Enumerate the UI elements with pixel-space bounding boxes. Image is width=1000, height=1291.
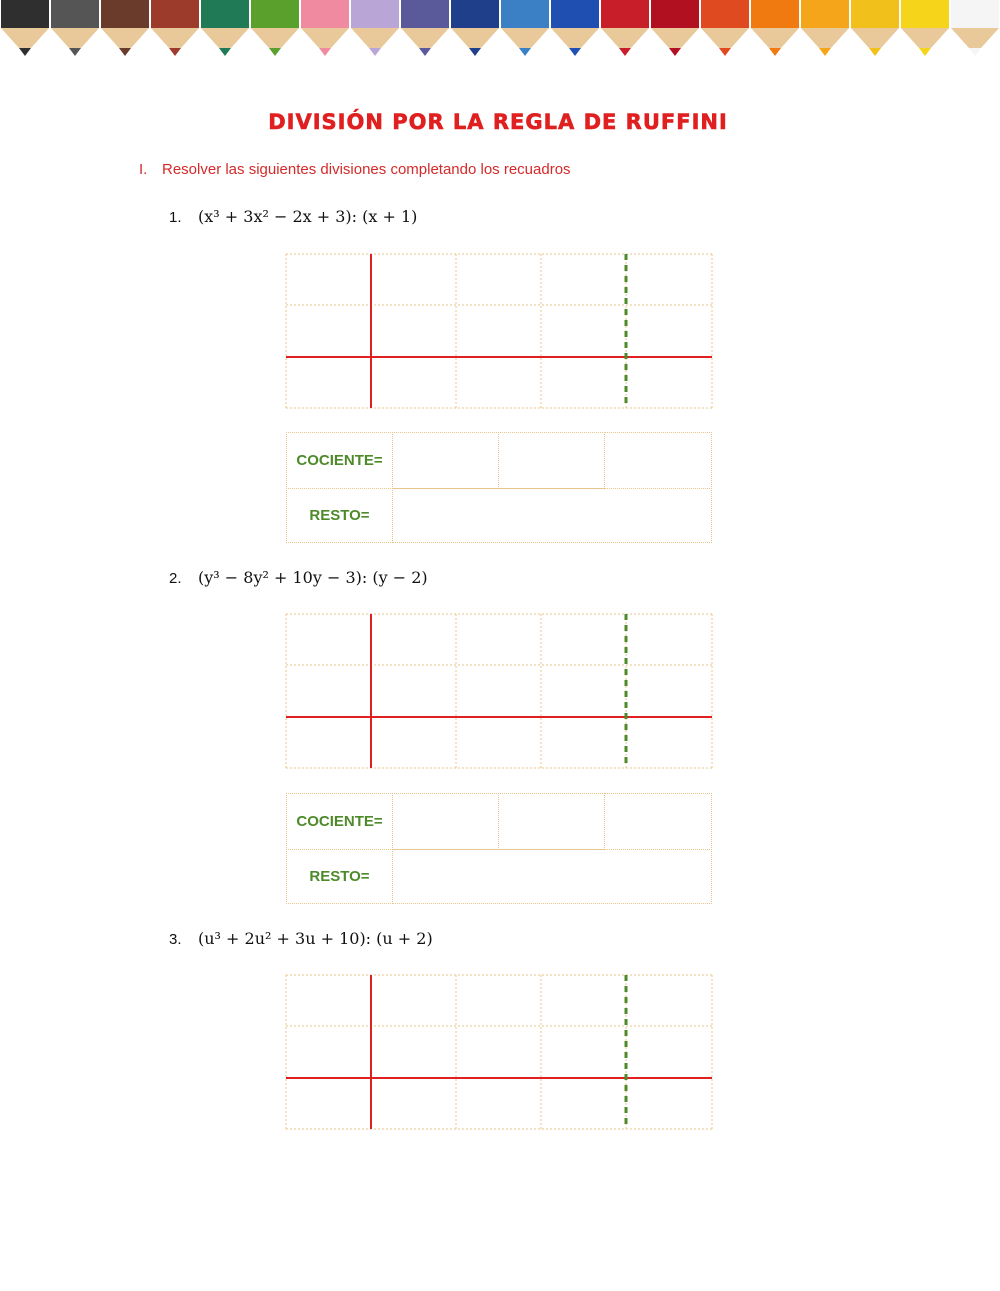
ruffini-grid-2[interactable] (285, 613, 713, 769)
quotient-cell[interactable] (392, 793, 499, 850)
pencil-wood (751, 28, 799, 48)
problem-number: 3. (169, 931, 182, 948)
problem-number: 2. (169, 570, 182, 587)
pencil-body (301, 0, 349, 28)
ruffini-svg (285, 613, 713, 769)
quotient-cell[interactable] (498, 793, 605, 850)
pencil-wood (551, 28, 599, 48)
pencil-tip (69, 48, 81, 56)
quotient-cell[interactable] (604, 793, 712, 850)
pencil-body (901, 0, 949, 28)
remainder-cell[interactable] (392, 488, 712, 543)
pencil-body (401, 0, 449, 28)
remainder-label: RESTO= (286, 488, 393, 543)
pencil-tip (769, 48, 781, 56)
pencil-wood (251, 28, 299, 48)
quotient-label: COCIENTE= (286, 793, 393, 850)
pencil-body (451, 0, 499, 28)
pencil-body (151, 0, 199, 28)
pencil-body (201, 0, 249, 28)
quotient-cell[interactable] (604, 432, 712, 489)
pencil-tip (419, 48, 431, 56)
pencil-tip (469, 48, 481, 56)
pencil-tip (569, 48, 581, 56)
pencil-tip (669, 48, 681, 56)
pencil-body (801, 0, 849, 28)
problem-expression: (y³ − 8y² + 10y − 3): (y − 2) (198, 568, 428, 587)
pencil-tip (119, 48, 131, 56)
pencil-wood (51, 28, 99, 48)
ruffini-grid-3[interactable] (285, 974, 713, 1130)
pencil-tip (969, 48, 981, 56)
instruction (139, 161, 571, 178)
pencil-tip (919, 48, 931, 56)
ruffini-svg (285, 253, 713, 409)
pencil-wood (401, 28, 449, 48)
pencil-body (351, 0, 399, 28)
quotient-cell[interactable] (498, 432, 605, 489)
pencil-wood (601, 28, 649, 48)
pencil-body (851, 0, 899, 28)
ruffini-grid-1[interactable] (285, 253, 713, 409)
pencil-wood (301, 28, 349, 48)
pencil-wood (101, 28, 149, 48)
pencil-wood (951, 28, 999, 48)
pencil-tip (369, 48, 381, 56)
pencil-wood (501, 28, 549, 48)
pencil-wood (1, 28, 49, 48)
remainder-label: RESTO= (286, 849, 393, 904)
answer-box-2 (286, 793, 712, 904)
quotient-label: COCIENTE= (286, 432, 393, 489)
pencil-tip (269, 48, 281, 56)
problem-3 (169, 929, 433, 948)
pencil-tip (619, 48, 631, 56)
pencil-tip (219, 48, 231, 56)
pencil-body (751, 0, 799, 28)
instruction-number: I. (139, 161, 148, 178)
pencil-wood (851, 28, 899, 48)
pencil-wood (651, 28, 699, 48)
pencil-tip (319, 48, 331, 56)
pencil-wood (201, 28, 249, 48)
pencil-body (251, 0, 299, 28)
pencil-tip (719, 48, 731, 56)
pencil-wood (351, 28, 399, 48)
pencil-tip (169, 48, 181, 56)
problem-expression: (u³ + 2u² + 3u + 10): (u + 2) (198, 929, 433, 948)
pencil-body (601, 0, 649, 28)
pencil-body (651, 0, 699, 28)
pencil-tip (519, 48, 531, 56)
pencil-body (51, 0, 99, 28)
pencil-tip (819, 48, 831, 56)
pencil-wood (801, 28, 849, 48)
pencil-body (501, 0, 549, 28)
pencil-body (1, 0, 49, 28)
pencil-body (701, 0, 749, 28)
pencil-wood (701, 28, 749, 48)
pencil-wood (151, 28, 199, 48)
ruffini-svg (285, 974, 713, 1130)
answer-box-1 (286, 432, 712, 543)
pencil-body (951, 0, 999, 28)
problem-1 (169, 207, 417, 226)
pencil-body (551, 0, 599, 28)
pencil-body (101, 0, 149, 28)
page-title: DIVISIÓN POR LA REGLA DE RUFFINI (268, 110, 728, 134)
pencil-banner (0, 0, 1000, 64)
problem-number: 1. (169, 209, 182, 226)
problem-expression: (x³ + 3x² − 2x + 3): (x + 1) (198, 207, 418, 226)
remainder-cell[interactable] (392, 849, 712, 904)
pencil-wood (901, 28, 949, 48)
pencil-tip (869, 48, 881, 56)
pencil-tip (19, 48, 31, 56)
quotient-cell[interactable] (392, 432, 499, 489)
problem-2 (169, 568, 428, 587)
pencil-wood (451, 28, 499, 48)
instruction-text: Resolver las siguientes divisiones completando los recuadros (162, 161, 571, 178)
